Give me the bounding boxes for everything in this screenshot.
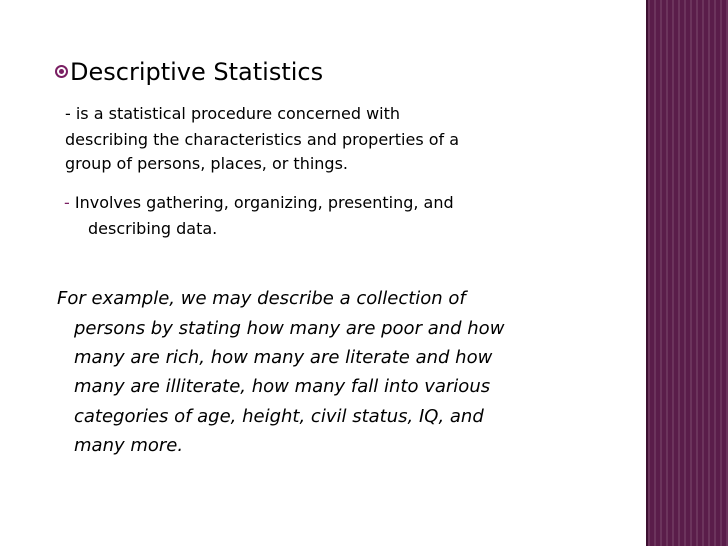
definition-line-3: group of persons, places, or things.: [65, 154, 348, 173]
definition-line-2: describing the characteristics and properties of a: [65, 130, 460, 149]
example-line-3: many are rich, how many are literate and how: [74, 347, 493, 368]
example-line-6: many more.: [74, 435, 184, 456]
definition-line-1: - is a statistical procedure concerned with: [65, 104, 401, 123]
involves-line-1: [64, 191, 454, 215]
dash-bullet: -: [64, 193, 70, 212]
example-line-1: For example, we may describe a collection of: [57, 288, 466, 309]
circle-bullet-icon: [55, 65, 68, 78]
example-line-5: categories of age, height, civil status, IQ, and: [74, 406, 484, 427]
decorative-side-bar: [648, 0, 728, 546]
heading-text: Descriptive Statistics: [70, 58, 324, 86]
example-line-4: many are illiterate, how many fall into various: [74, 376, 491, 397]
slide-heading: [55, 55, 323, 89]
involves-line-2: describing data.: [88, 219, 218, 238]
example-line-2: persons by stating how many are poor and how: [74, 318, 505, 339]
involves-text-1: Involves gathering, organizing, presenting, and: [69, 193, 454, 212]
